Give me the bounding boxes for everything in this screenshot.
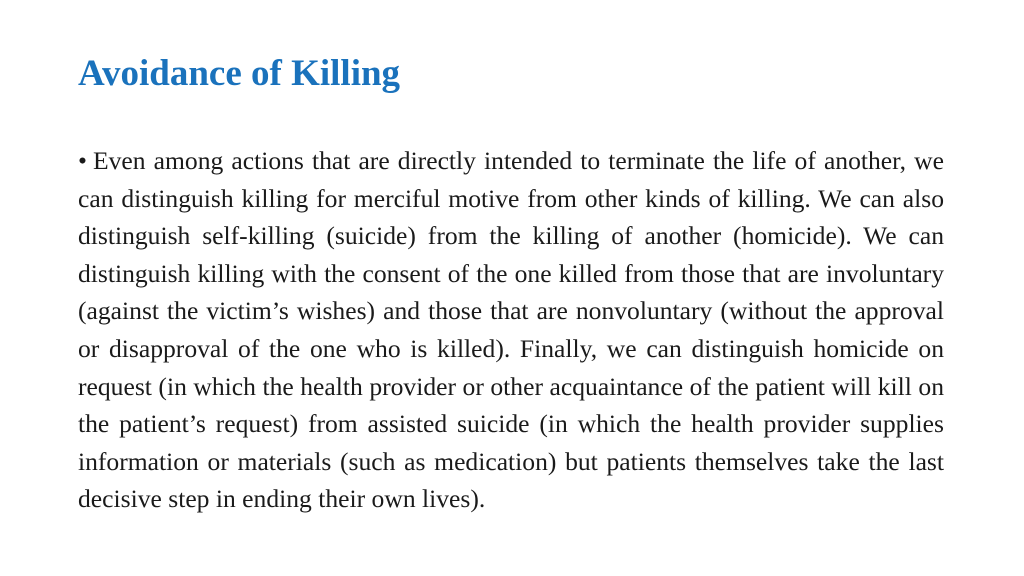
bullet-text: Even among actions that are directly intended to terminate the life of another, we can distinguish killing for merciful motive from other kinds of killing. We can also distinguish self-killing (suicide) from the killing of another (homicide). We can distinguish killing with the consent of the one killed from those that are involuntary (against the victim’s wishes) and those that are nonvoluntary (without the approval or disapproval of the one who is killed). Finally, we can distinguish homicide on request (in which the health provider or other acquaintance of the patient will kill on the patient’s request) from assisted suicide (in which the health provider supplies information or materials (such as medication) but patients themselves take the last decisive step in ending their own lives). [78,146,944,514]
slide-title: Avoidance of Killing [78,53,401,94]
bullet-icon: • [78,146,87,175]
bullet-paragraph [78,142,944,518]
